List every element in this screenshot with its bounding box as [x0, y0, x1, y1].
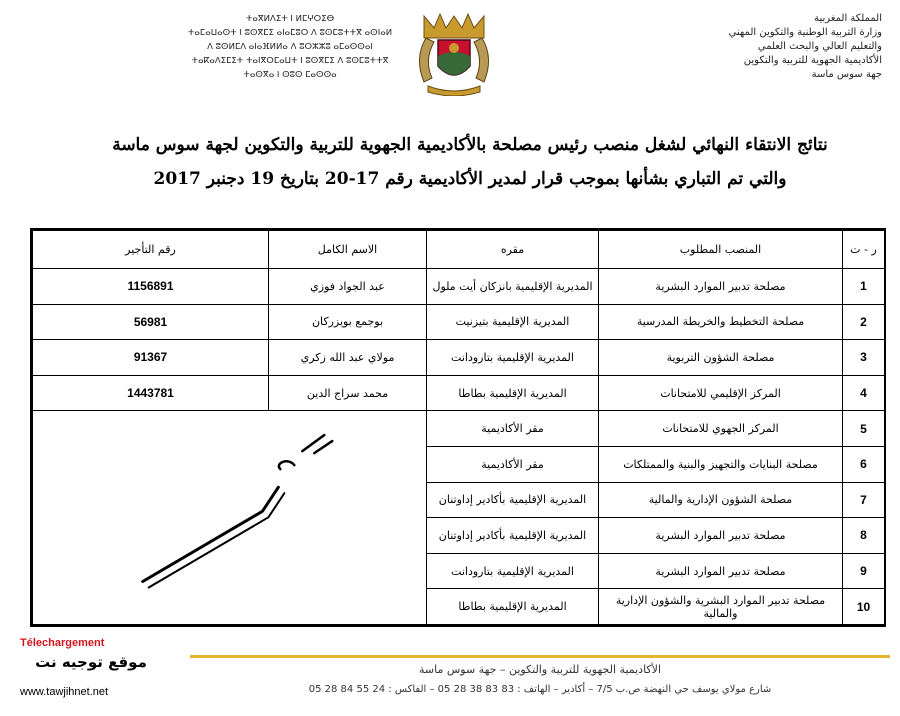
document-title	[60, 128, 880, 196]
header-name: الاسم الكامل	[269, 231, 427, 269]
row-name: عبد الجواد فوزي	[269, 269, 427, 305]
footer-contact: شارع مولاي يوسف حي النهضة ص.ب 7/5 – أكادير – الهاتف : 83 83 38 28 05 – الفاكس : 24 55 84 28 05	[308, 684, 772, 695]
row-seat: المديرية الإقليمية بتارودانت	[427, 340, 599, 376]
row-post: مصلحة التخطيط والخريطة المدرسية	[599, 304, 843, 340]
row-num: 3	[843, 340, 885, 376]
row-post: مصلحة الشؤون الإدارية والمالية	[599, 482, 843, 518]
tifinagh-line: ⵜⴰⵙⴳⴰ ⵏ ⵙⵓⵙ ⵎⴰⵙⵙⴰ	[243, 70, 337, 80]
row-post: المركز الجهوي للامتحانات	[599, 411, 843, 447]
row-seat: المديرية الإقليمية بأكادير إداوتنان	[427, 518, 599, 554]
tifinagh-line: ⴷ ⵓⵙⵍⵎⴷ ⴰⵏⴰⴼⵍⵍⴰ ⴷ ⵓⵔⵣⵣⵓ ⴰⵎⴰⵙⵙⴰⵏ	[207, 42, 373, 52]
table-row	[33, 411, 885, 447]
site-name: موقع توجيه نت	[35, 653, 147, 671]
row-seat: مقر الأكاديمية	[427, 411, 599, 447]
row-reg: 1443781	[33, 375, 269, 411]
tawjihnet-logo[interactable]	[18, 637, 168, 707]
header-num: ر - ت	[843, 231, 885, 269]
row-seat: المديرية الإقليمية بطاطا	[427, 589, 599, 625]
tifinagh-letterhead	[175, 12, 405, 82]
row-seat: مقر الأكاديمية	[427, 446, 599, 482]
table-header-row	[33, 231, 885, 269]
row-seat: المديرية الإقليمية بتيزنيت	[427, 304, 599, 340]
row-num: 8	[843, 518, 885, 554]
header-seat: مقره	[427, 231, 599, 269]
row-num: 10	[843, 589, 885, 625]
row-num: 4	[843, 375, 885, 411]
row-name: بوجمع بويزركان	[269, 304, 427, 340]
tifinagh-line: ⵜⴰⴳⵍⴷⵉⵜ ⵏ ⵍⵎⵖⵔⵉⴱ	[245, 14, 335, 24]
row-num: 2	[843, 304, 885, 340]
table-row	[33, 375, 885, 411]
title-line-2: والتي تم التباري بشأنها بموجب قرار لمدير الأكاديمية رقم 17-20 بتاريخ 19 دجنبر 2017	[153, 169, 787, 189]
row-post: مصلحة البنايات والتجهيز والبنية والممتلكات	[599, 446, 843, 482]
row-num: 1	[843, 269, 885, 305]
arabic-letterhead	[582, 12, 882, 82]
arabic-letterhead-line: جهة سوس ماسة	[811, 69, 882, 80]
arabic-letterhead-line: المملكة المغربية	[814, 13, 882, 24]
site-url-link[interactable]: www.tawjihnet.net	[20, 686, 109, 698]
table-row	[33, 304, 885, 340]
row-post: مصلحة تدبير الموارد البشرية	[599, 518, 843, 554]
footer-rule	[190, 655, 890, 658]
table-row	[33, 269, 885, 305]
row-seat: المديرية الإقليمية بانزكان أيت ملول	[427, 269, 599, 305]
results-table-frame	[30, 228, 886, 627]
header-post: المنصب المطلوب	[599, 231, 843, 269]
row-name: مولاي عبد الله زكري	[269, 340, 427, 376]
row-post: مصلحة تدبير الموارد البشرية	[599, 269, 843, 305]
arabic-letterhead-line: والتعليم العالي والبحث العلمي	[757, 41, 882, 52]
row-seat: المديرية الإقليمية بتارودانت	[427, 553, 599, 589]
document-footer	[190, 655, 890, 711]
letterhead	[0, 0, 900, 100]
row-seat: المديرية الإقليمية بطاطا	[427, 375, 599, 411]
title-line-1: نتائج الانتقاء النهائي لشغل منصب رئيس مصلحة بالأكاديمية الجهوية للتربية والتكوين لجهة سوس ماسة	[112, 135, 828, 155]
results-table	[32, 230, 885, 625]
row-num: 6	[843, 446, 885, 482]
row-seat: المديرية الإقليمية بأكادير إداوتنان	[427, 482, 599, 518]
tifinagh-line: ⵜⴰⴽⴰⴷⵉⵎⵉⵜ ⵜⴰⵏⴳⵔⵎⴰⵡⵜ ⵏ ⵓⵙⴳⵎⵉ ⴷ ⵓⵙⵎⵓⵜⵜⴳ	[191, 56, 389, 66]
row-post: المركز الإقليمي للامتحانات	[599, 375, 843, 411]
crossed-out-empty-cell	[33, 411, 427, 625]
royal-emblem-icon	[410, 8, 498, 96]
header-reg: رقم التأجير	[33, 231, 269, 269]
row-name: محمد سراج الدين	[269, 375, 427, 411]
arabic-letterhead-line: وزارة التربية الوطنية والتكوين المهني	[728, 27, 882, 38]
arabic-letterhead-line: الأكاديمية الجهوية للتربية والتكوين	[743, 55, 882, 66]
table-row	[33, 340, 885, 376]
row-post: مصلحة تدبير الموارد البشرية والشؤون الإدارية والمالية	[599, 589, 843, 625]
row-reg: 91367	[33, 340, 269, 376]
row-post: مصلحة تدبير الموارد البشرية	[599, 553, 843, 589]
footer-academy-name: الأكاديمية الجهوية للتربية والتكوين – جهة سوس ماسة	[419, 663, 661, 676]
row-num: 9	[843, 553, 885, 589]
row-reg: 1156891	[33, 269, 269, 305]
row-post: مصلحة الشؤون التربوية	[599, 340, 843, 376]
row-num: 7	[843, 482, 885, 518]
row-reg: 56981	[33, 304, 269, 340]
strikethrough-mark-icon	[33, 411, 426, 624]
download-label: Télechargement	[20, 637, 105, 649]
tifinagh-line: ⵜⴰⵎⴰⵡⴰⵙⵜ ⵏ ⵓⵙⴳⵎⵉ ⴰⵏⴰⵎⵓⵔ ⴷ ⵓⵙⵎⵓⵜⵜⴳ ⴰⵙⵏⴰⵍ	[187, 28, 393, 38]
row-num: 5	[843, 411, 885, 447]
